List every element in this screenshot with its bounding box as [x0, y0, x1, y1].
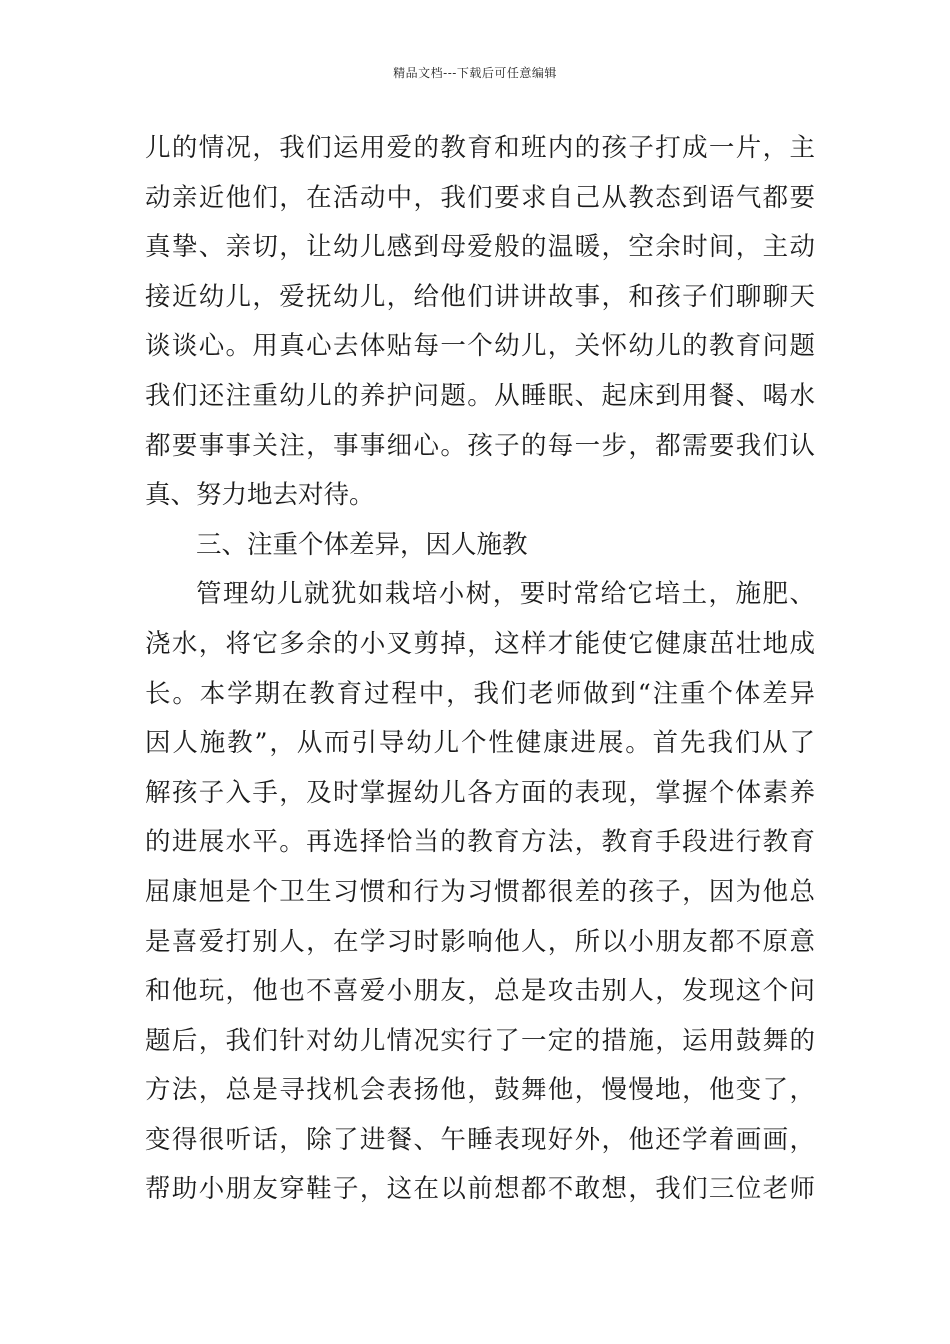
page-header: 精品文档---下载后可任意编辑	[393, 66, 557, 80]
text-line: 帮助小朋友穿鞋子，这在以前想都不敢想，我们三位老师	[145, 1174, 815, 1205]
text-line: 浇水，将它多余的小叉剪掉，这样才能使它健康茁壮地成	[145, 628, 815, 659]
text-line: 真、努力地去对待。	[145, 480, 375, 511]
text-line: 长。本学期在教育过程中，我们老师做到“注重个体差异	[145, 678, 815, 709]
text-line: 儿的情况，我们运用爱的教育和班内的孩子打成一片，主	[145, 133, 815, 163]
section-heading: 三、注重个体差异，因人施教	[196, 529, 528, 560]
text-line: 变得很听话，除了进餐、午睡表现好外，他还学着画画，	[145, 1124, 815, 1155]
text-line: 真挚、亲切，让幼儿感到母爱般的温暖，空余时间，主动	[145, 232, 815, 263]
text-line: 方法，总是寻找机会表扬他，鼓舞他，慢慢地，他变了，	[145, 1075, 815, 1106]
text-line: 接近幼儿，爱抚幼儿，给他们讲讲故事，和孩子们聊聊天	[145, 281, 815, 312]
text-line: 的进展水平。再选择恰当的教育方法，教育手段进行教育	[145, 827, 815, 858]
paragraph-first-line: 管理幼儿就犹如栽培小树，要时常给它培土，施肥、	[196, 579, 815, 610]
text-line: 因人施教”，从而引导幼儿个性健康进展。首先我们从了	[145, 728, 815, 759]
text-line: 屈康旭是个卫生习惯和行为习惯都很差的孩子，因为他总	[145, 876, 815, 907]
document-body	[145, 124, 815, 1215]
text-line: 解孩子入手，及时掌握幼儿各方面的表现，掌握个体素养	[145, 777, 815, 808]
text-line: 题后，我们针对幼儿情况实行了一定的措施，运用鼓舞的	[145, 1025, 815, 1056]
text-line: 都要事事关注，事事细心。孩子的每一步，都需要我们认	[145, 430, 815, 461]
text-line: 谈谈心。用真心去体贴每一个幼儿，关怀幼儿的教育问题	[145, 331, 815, 362]
text-line: 我们还注重幼儿的养护问题。从睡眠、起床到用餐、喝水	[145, 380, 815, 411]
text-line: 动亲近他们，在活动中，我们要求自己从教态到语气都要	[145, 182, 815, 213]
text-line: 和他玩，他也不喜爱小朋友，总是攻击别人，发现这个问	[145, 976, 815, 1007]
text-line: 是喜爱打别人，在学习时影响他人，所以小朋友都不原意	[145, 926, 815, 957]
